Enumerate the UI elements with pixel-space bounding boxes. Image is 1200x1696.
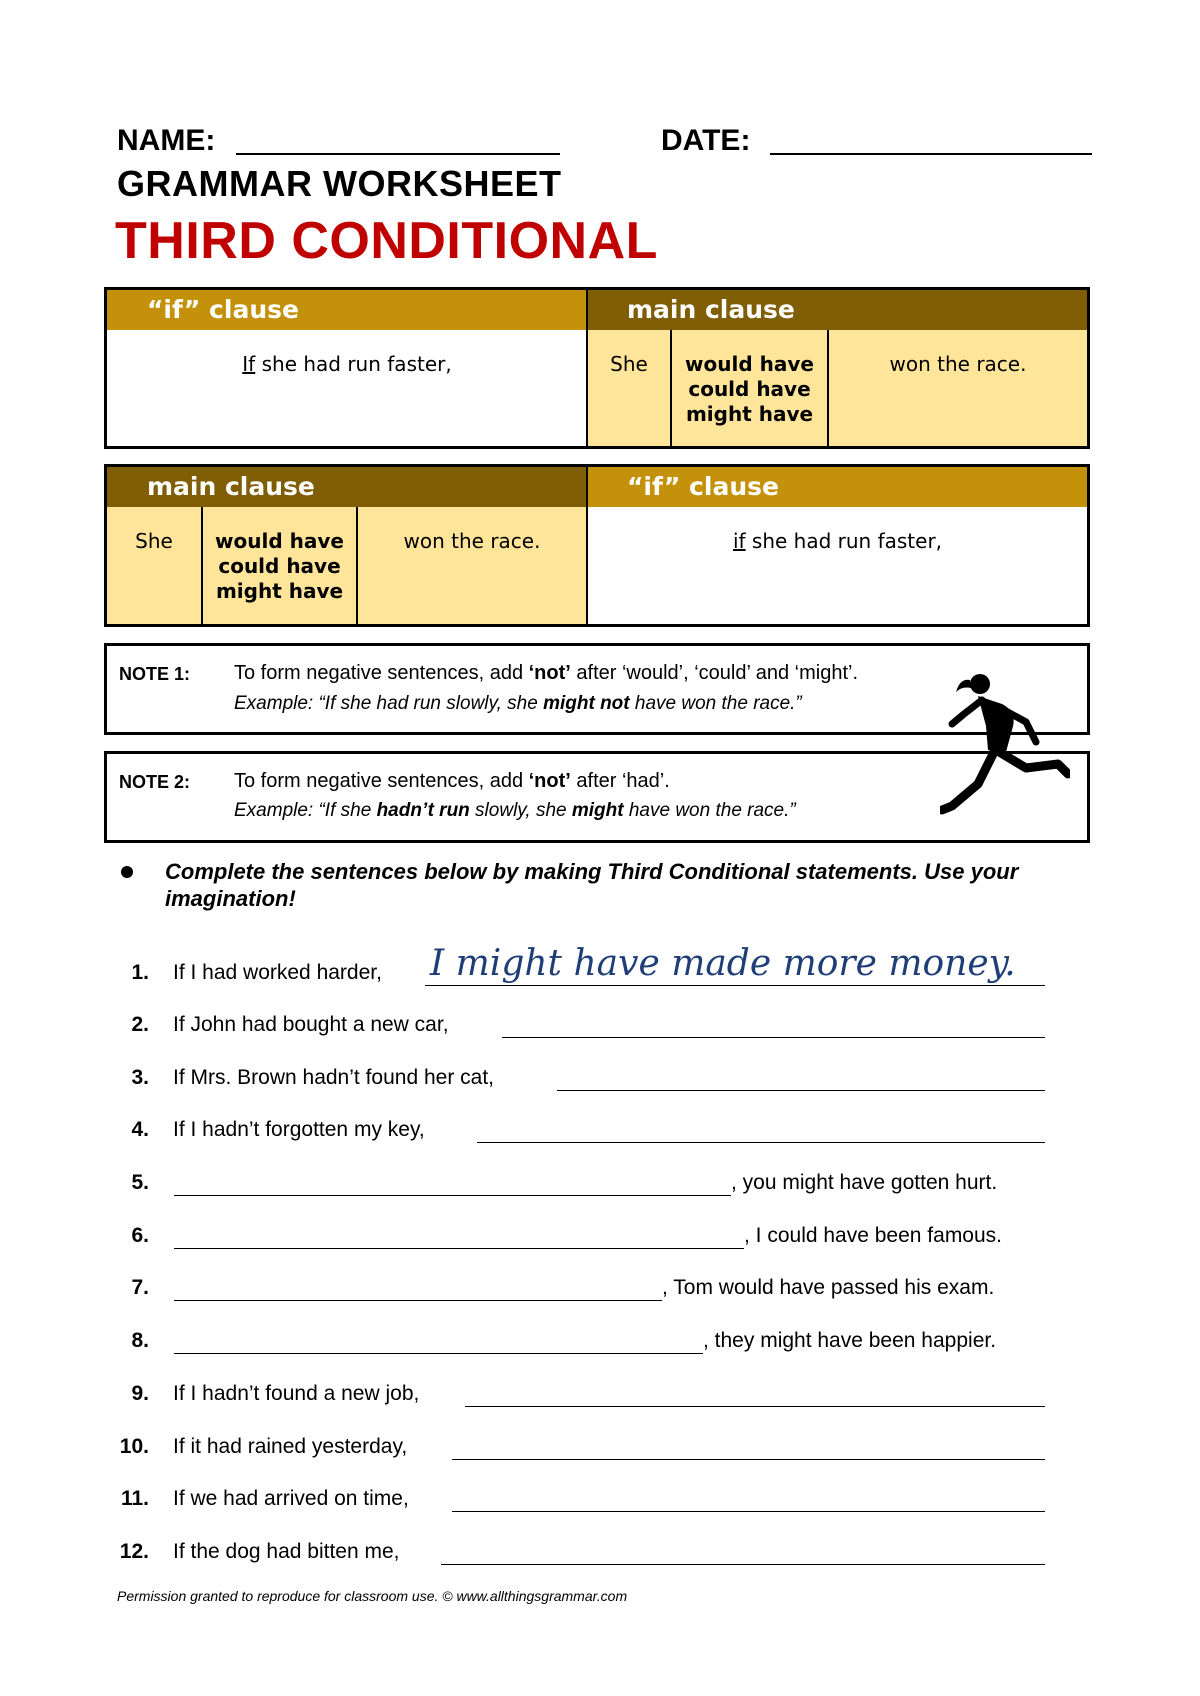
question-1-text: If I had worked harder, — [173, 961, 382, 984]
if-clause-header: “if” clause — [107, 290, 587, 330]
modal-would: would have — [215, 529, 344, 553]
modal-might: might have — [685, 402, 814, 426]
question-2-answer-line[interactable] — [502, 1037, 1045, 1038]
name-field[interactable] — [236, 153, 560, 155]
question-9-text: If I hadn’t found a new job, — [173, 1382, 420, 1405]
question-2-number: 2. — [131, 1013, 149, 1036]
question-4-text: If I hadn’t forgotten my key, — [173, 1118, 425, 1141]
question-5-number: 5. — [131, 1171, 149, 1194]
if-clause-text: she had run faster, — [255, 352, 452, 376]
modal-could: could have — [218, 554, 341, 578]
note-1-label: NOTE 1: — [119, 664, 191, 684]
modals-cell — [203, 507, 356, 624]
question-10-number: 10. — [119, 1435, 149, 1458]
main-clause-header: main clause — [107, 467, 587, 507]
result-cell: won the race. — [829, 330, 1087, 446]
subject-cell: She — [107, 507, 201, 624]
if-clause-cell — [588, 507, 1087, 624]
question-3-answer-line[interactable] — [557, 1090, 1045, 1091]
modals-cell — [672, 330, 827, 446]
footer-copyright: Permission granted to reproduce for classroom use. © www.allthingsgrammar.com — [117, 1588, 628, 1604]
subject-cell: She — [588, 330, 670, 446]
question-8-number: 8. — [131, 1329, 149, 1352]
question-2-text: If John had bought a new car, — [173, 1013, 449, 1036]
question-6-number: 6. — [131, 1224, 149, 1247]
question-1-answer-line[interactable] — [425, 985, 1045, 986]
note-1-text: To form negative sentences, add ‘not’ after ‘would’, ‘could’ and ‘might’. — [234, 662, 859, 684]
date-field[interactable] — [770, 153, 1092, 155]
if-clause-header: “if” clause — [587, 467, 1087, 507]
question-9-number: 9. — [131, 1382, 149, 1405]
topic-title: THIRD CONDITIONAL — [115, 212, 658, 270]
note-1-example: Example: “If she had run slowly, she might not have won the race.” — [234, 693, 802, 714]
question-8-answer-line[interactable] — [174, 1353, 703, 1354]
runner-silhouette-icon — [940, 668, 1070, 822]
question-6-answer-line[interactable] — [174, 1248, 744, 1249]
note-2-example: Example: “If she hadn’t run slowly, she might have won the race.” — [234, 800, 796, 821]
question-7-text: , Tom would have passed his exam. — [662, 1276, 995, 1299]
bullet-icon — [121, 866, 133, 878]
structure-table-if-first — [104, 287, 1090, 449]
question-5-answer-line[interactable] — [174, 1195, 731, 1196]
if-clause-text: she had run faster, — [745, 529, 943, 553]
question-7-answer-line[interactable] — [174, 1300, 662, 1301]
question-12-answer-line[interactable] — [441, 1564, 1045, 1565]
question-1-answer: I might have made more money. — [430, 943, 1016, 984]
note-2-label: NOTE 2: — [119, 772, 191, 792]
question-11-text: If we had arrived on time, — [173, 1487, 409, 1510]
question-4-answer-line[interactable] — [477, 1142, 1045, 1143]
result-cell: won the race. — [358, 507, 586, 624]
modal-might: might have — [215, 579, 344, 603]
question-7-number: 7. — [131, 1276, 149, 1299]
question-9-answer-line[interactable] — [465, 1406, 1045, 1407]
if-clause-cell — [107, 330, 587, 446]
date-label: DATE: — [661, 124, 751, 157]
question-6-text: , I could have been famous. — [744, 1224, 1002, 1247]
question-11-number: 11. — [120, 1487, 149, 1510]
question-4-number: 4. — [131, 1118, 149, 1141]
note-2-text: To form negative sentences, add ‘not’ after ‘had’. — [234, 770, 670, 792]
if-word: If — [242, 352, 256, 376]
question-10-text: If it had rained yesterday, — [173, 1435, 408, 1458]
modal-could: could have — [688, 377, 811, 401]
instructions: Complete the sentences below by making Third Conditional statements. Use your imagination! — [165, 859, 1019, 911]
if-word: if — [732, 529, 746, 553]
main-clause-header: main clause — [587, 290, 1087, 330]
question-5-text: , you might have gotten hurt. — [731, 1171, 998, 1194]
question-8-text: , they might have been happier. — [703, 1329, 997, 1352]
name-label: NAME: — [117, 124, 216, 157]
modal-would: would have — [685, 352, 814, 376]
question-1-number: 1. — [131, 961, 149, 984]
structure-table-main-first — [104, 464, 1090, 627]
question-3-number: 3. — [131, 1066, 149, 1089]
question-11-answer-line[interactable] — [452, 1511, 1045, 1512]
worksheet-title: GRAMMAR WORKSHEET — [117, 163, 562, 204]
question-3-text: If Mrs. Brown hadn’t found her cat, — [173, 1066, 494, 1089]
question-12-text: If the dog had bitten me, — [173, 1540, 400, 1563]
question-10-answer-line[interactable] — [452, 1459, 1045, 1460]
question-12-number: 12. — [119, 1540, 149, 1563]
